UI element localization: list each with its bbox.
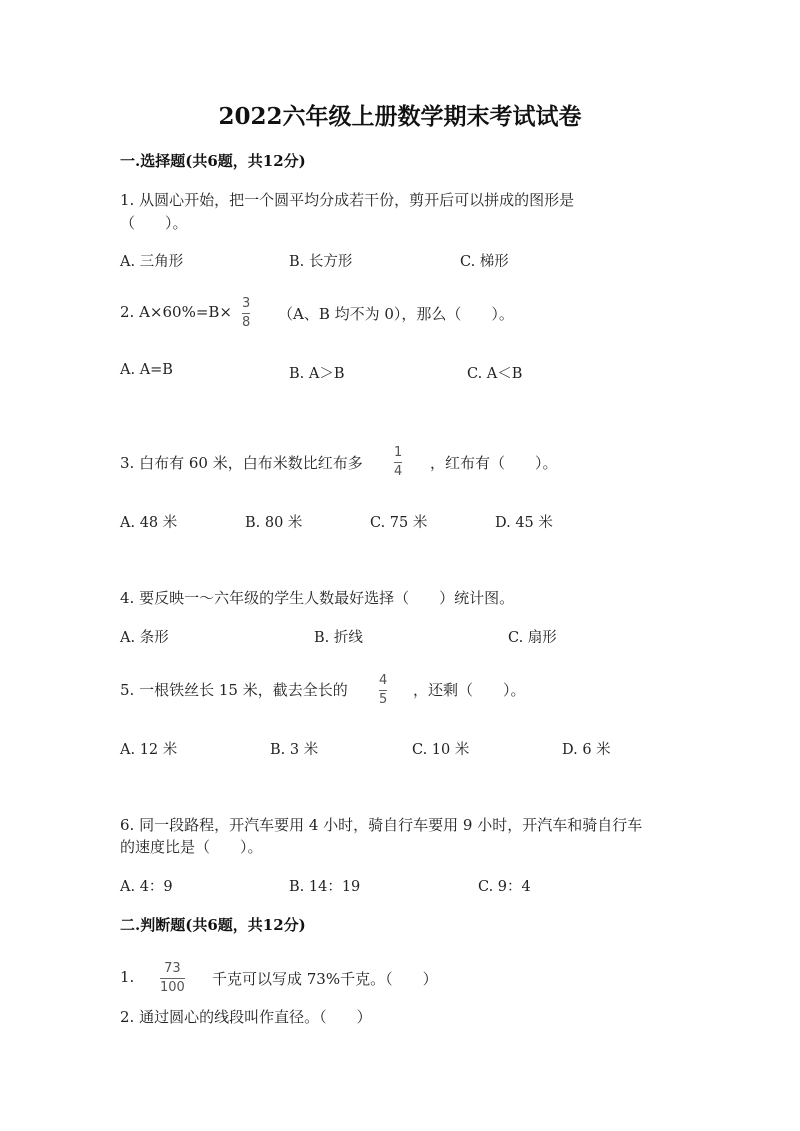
q5-option-c: C. 10 米 (412, 742, 470, 758)
q3-fraction (394, 445, 402, 479)
judgement-1-prefix: 1. (120, 968, 135, 986)
fraction-denominator: 100 (160, 980, 185, 995)
q6-option-c: C. 9：4 (478, 879, 531, 895)
q6-option-a: A. 4：9 (120, 879, 173, 895)
q5-option-a: A. 12 米 (120, 742, 178, 758)
section-heading-choice: 一.选择题(共6题，共12分) (120, 152, 306, 170)
question-2-prefix: 2. A×60%=B× (120, 303, 232, 321)
question-1-text: 1. 从圆心开始，把一个圆平均分成若干份，剪开后可以拼成的图形是 (120, 191, 575, 209)
question-1-text-cont: （ ）。 (120, 214, 188, 232)
question-5-suffix: ，还剩（ ）。 (413, 681, 526, 699)
fraction-bar (379, 690, 387, 691)
q2-option-b: B. A＞B (289, 366, 345, 382)
q3-option-c: C. 75 米 (370, 515, 428, 531)
q5-fraction (379, 673, 387, 707)
fraction-numerator: 4 (379, 673, 388, 688)
fraction-denominator: 4 (394, 464, 403, 479)
fraction-denominator: 5 (379, 692, 388, 707)
q3-option-b: B. 80 米 (245, 515, 303, 531)
fraction-bar (242, 313, 250, 314)
question-6-text-cont: 的速度比是（ ）。 (120, 838, 263, 856)
q2-option-a: A. A=B (120, 362, 173, 378)
q3-option-d: D. 45 米 (495, 515, 553, 531)
q2-option-c: C. A＜B (467, 366, 523, 382)
fraction-bar (394, 462, 402, 463)
section-heading-judgement: 二.判断题(共6题，共12分) (120, 916, 306, 934)
q5-option-b: B. 3 米 (270, 742, 319, 758)
q6-option-b: B. 14：19 (289, 879, 361, 895)
question-3-suffix: ，红布有（ ）。 (430, 454, 558, 472)
q4-option-b: B. 折线 (314, 630, 363, 646)
page-title: 2022六年级上册数学期末考试试卷 (218, 103, 582, 130)
fraction-numerator: 1 (394, 445, 403, 460)
j1-fraction (160, 961, 185, 995)
q3-option-a: A. 48 米 (120, 515, 178, 531)
q4-option-a: A. 条形 (120, 630, 169, 646)
q1-option-c: C. 梯形 (460, 254, 509, 270)
question-6-text: 6. 同一段路程，开汽车要用 4 小时，骑自行车要用 9 小时，开汽车和骑自行车 (120, 816, 643, 834)
q2-fraction (242, 296, 250, 330)
question-3-prefix: 3. 白布有 60 米，白布米数比红布多 (120, 454, 363, 472)
q5-option-d: D. 6 米 (562, 742, 611, 758)
question-4-text: 4. 要反映一～六年级的学生人数最好选择（ ）统计图。 (120, 589, 515, 607)
fraction-denominator: 8 (242, 315, 251, 330)
q4-option-c: C. 扇形 (508, 630, 557, 646)
judgement-2-text: 2. 通过圆心的线段叫作直径。（ ） (120, 1008, 372, 1026)
question-5-prefix: 5. 一根铁丝长 15 米，截去全长的 (120, 681, 348, 699)
fraction-bar (160, 978, 185, 979)
fraction-numerator: 3 (242, 296, 251, 311)
q1-option-a: A. 三角形 (120, 254, 184, 270)
fraction-numerator: 73 (164, 961, 181, 976)
q1-option-b: B. 长方形 (289, 254, 353, 270)
question-2-suffix: （A、B 均不为 0），那么（ ）。 (278, 305, 514, 323)
judgement-1-suffix: 千克可以写成 73%千克。（ ） (212, 970, 438, 988)
